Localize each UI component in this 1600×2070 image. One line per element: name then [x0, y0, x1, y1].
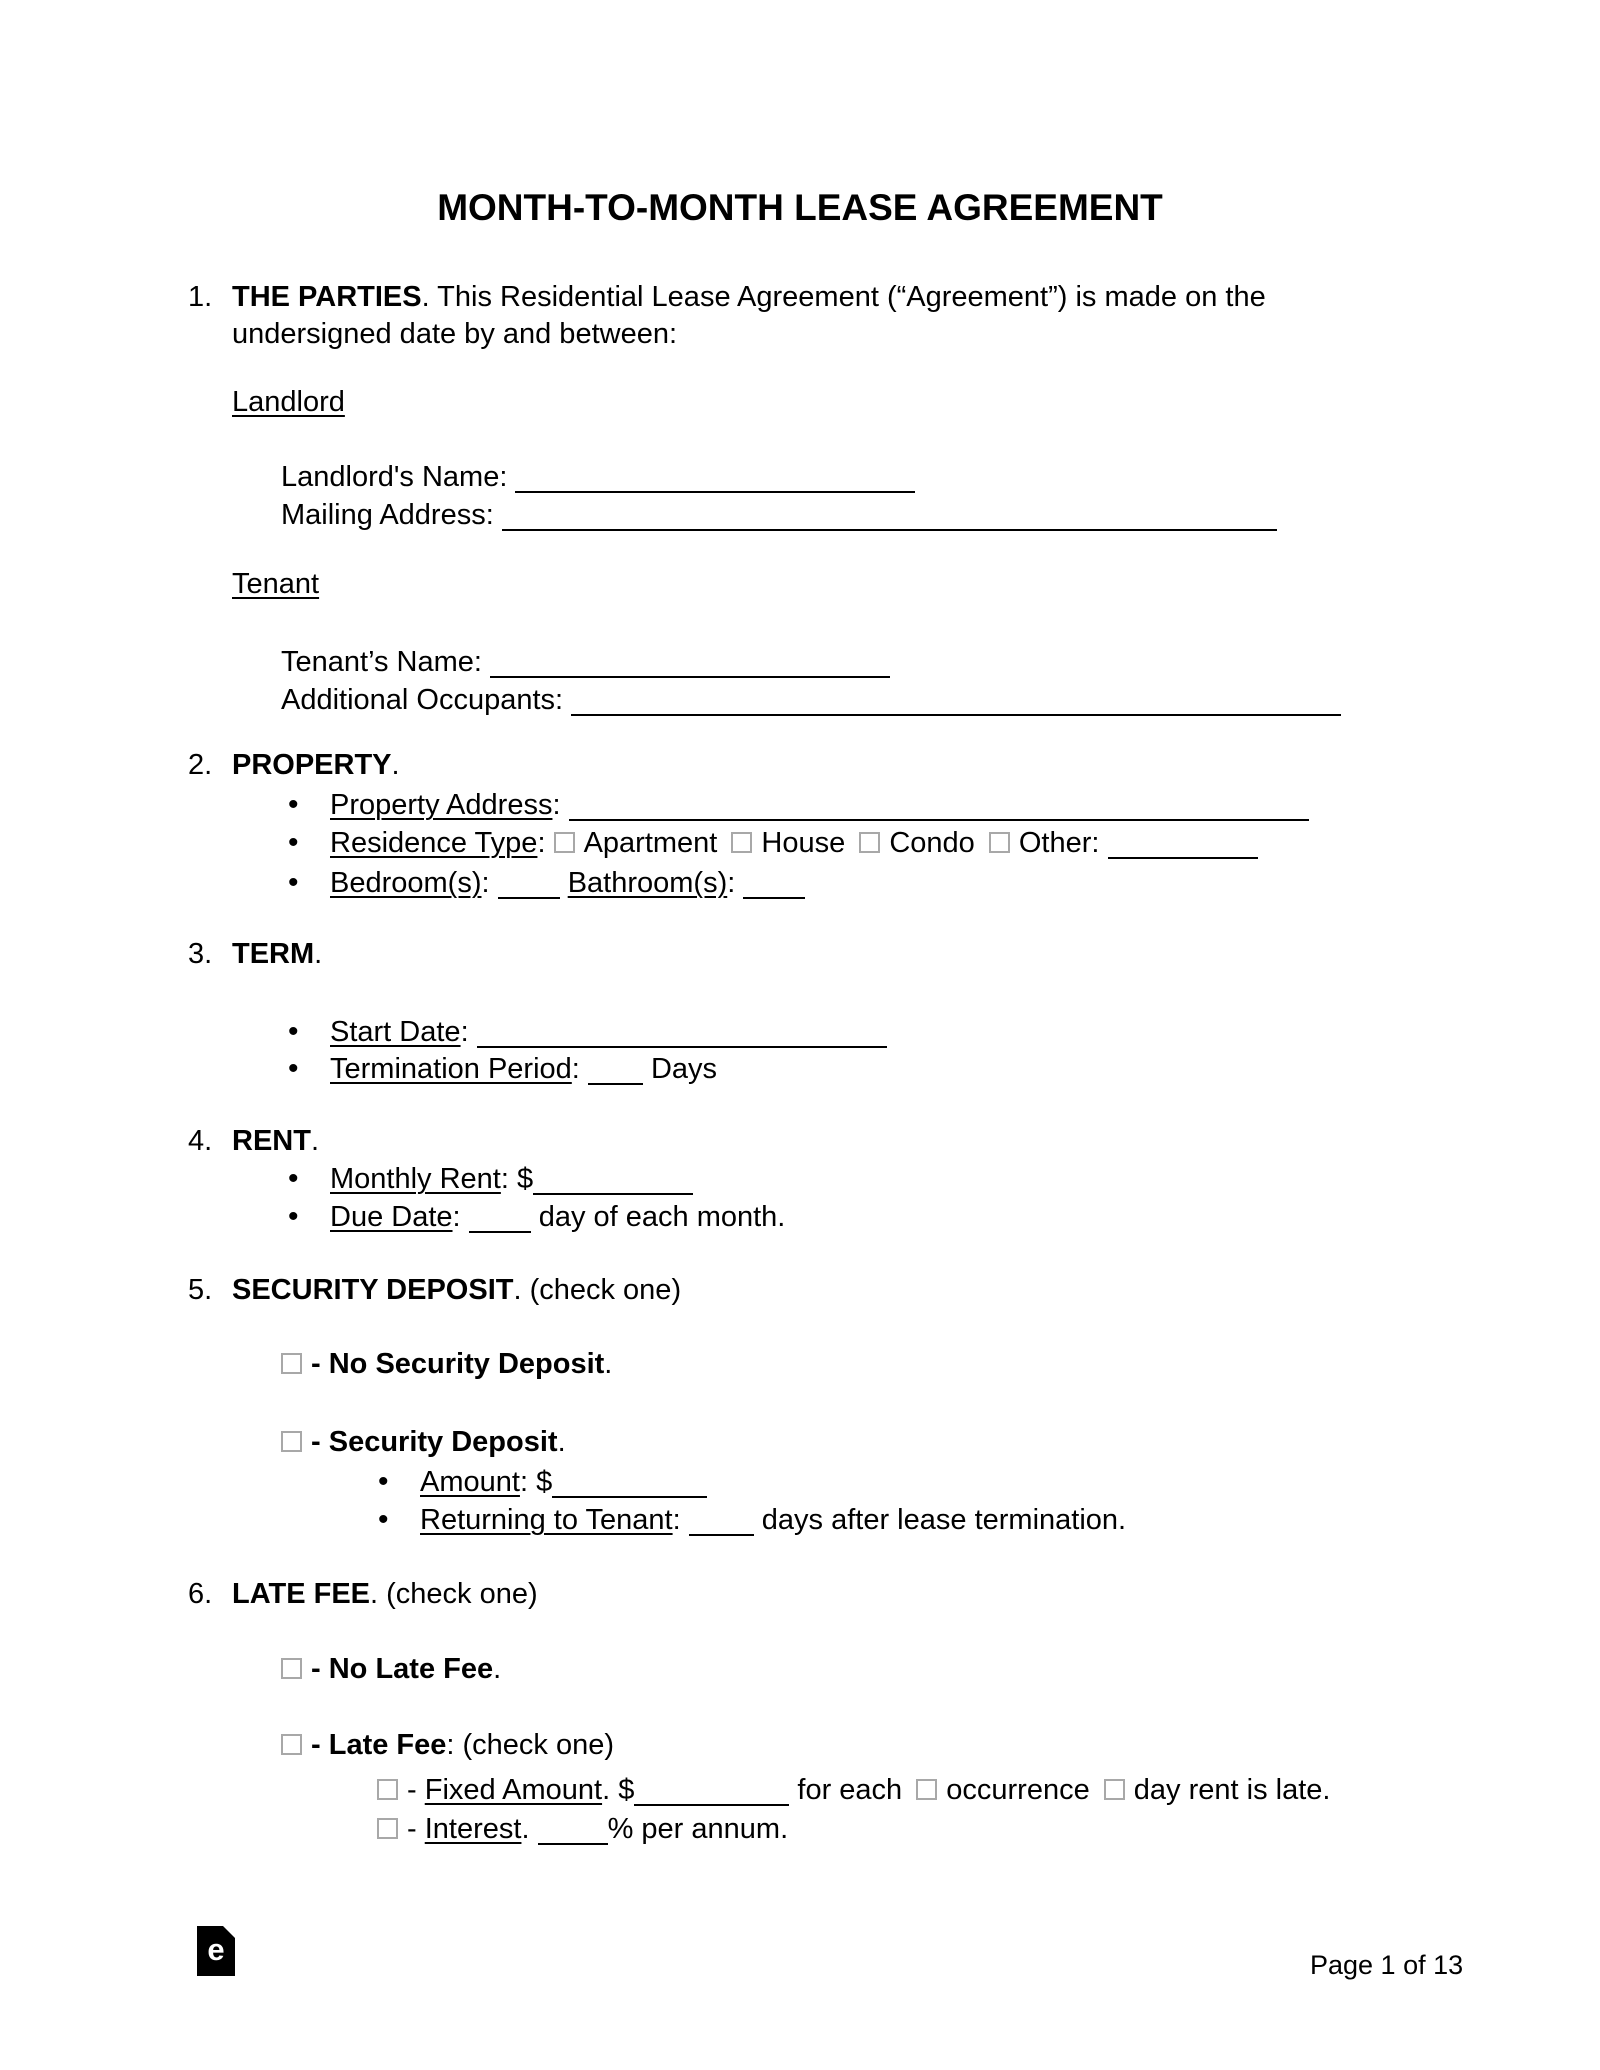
additional-occupants-row	[281, 681, 1341, 719]
property-address-row	[330, 786, 1309, 824]
section-heading-text: TERM	[232, 938, 315, 970]
option-other-label: Other:	[1018, 827, 1100, 859]
no-late-fee-option	[281, 1650, 501, 1688]
period: .	[602, 1774, 611, 1806]
section-term-heading	[188, 935, 323, 973]
checkbox-late-fee[interactable]	[281, 1734, 302, 1755]
start-date-label: Start Date	[330, 1016, 461, 1048]
property-address-label: Property Address	[330, 789, 553, 821]
tenant-name-blank[interactable]	[490, 643, 890, 678]
interest-blank[interactable]	[538, 1810, 608, 1845]
section-heading-text: RENT	[232, 1125, 311, 1157]
colon: :	[672, 1504, 681, 1536]
tenant-subheading-text: Tenant	[232, 568, 320, 600]
dash: -	[311, 1653, 321, 1685]
eforms-logo	[197, 1926, 235, 1976]
start-date-blank[interactable]	[477, 1013, 887, 1048]
checkbox-no-security-deposit[interactable]	[281, 1353, 302, 1374]
due-date-label: Due Date	[330, 1201, 453, 1233]
deposit-amount-blank[interactable]	[552, 1463, 707, 1498]
additional-occupants-blank[interactable]	[571, 681, 1341, 716]
period: .	[493, 1653, 502, 1685]
landlord-subheading	[232, 383, 345, 421]
late-fee-option	[281, 1726, 614, 1764]
section-parties-heading	[188, 278, 1266, 316]
mailing-address-blank[interactable]	[502, 496, 1277, 531]
checkbox-interest[interactable]	[377, 1818, 398, 1839]
monthly-rent-row	[330, 1160, 693, 1198]
section-security-deposit-heading	[188, 1271, 682, 1309]
colon: :	[500, 1163, 509, 1195]
checkbox-condo[interactable]	[859, 832, 880, 853]
returning-days-blank[interactable]	[689, 1501, 754, 1536]
dash: -	[311, 1426, 321, 1458]
dash: -	[311, 1729, 321, 1761]
eforms-logo-letter: e	[207, 1932, 225, 1967]
bedrooms-label: Bedroom(s)	[330, 867, 482, 899]
colon: :	[552, 789, 561, 821]
monthly-rent-blank[interactable]	[533, 1160, 693, 1195]
section-late-fee-heading	[188, 1575, 538, 1613]
option-house-label: House	[761, 827, 846, 859]
heading-suffix: .	[391, 749, 400, 781]
period: .	[604, 1348, 613, 1380]
section-number: 6.	[188, 1578, 213, 1610]
bedrooms-blank[interactable]	[498, 864, 560, 899]
tenant-name-label: Tenant’s Name:	[281, 646, 482, 678]
section-heading-text: THE PARTIES	[232, 281, 422, 313]
bathrooms-label: Bathroom(s)	[567, 867, 728, 899]
checkbox-security-deposit[interactable]	[281, 1431, 302, 1452]
no-security-deposit-label: No Security Deposit	[328, 1348, 605, 1380]
tenant-subheading	[232, 565, 319, 603]
fixed-amount-blank[interactable]	[634, 1771, 789, 1806]
colon: :	[571, 1053, 580, 1085]
section-heading-text: PROPERTY	[232, 749, 392, 781]
section-property-heading	[188, 746, 400, 784]
section-rent-heading	[188, 1122, 320, 1160]
dollar-sign: $	[618, 1774, 635, 1806]
section-number: 3.	[188, 938, 213, 970]
page-title: MONTH-TO-MONTH LEASE AGREEMENT	[437, 187, 1163, 228]
returning-to-tenant-label: Returning to Tenant	[420, 1504, 673, 1536]
monthly-rent-label: Monthly Rent	[330, 1163, 501, 1195]
mailing-address-row	[281, 496, 1277, 534]
interest-label: Interest	[424, 1813, 522, 1845]
checkbox-day[interactable]	[1104, 1779, 1125, 1800]
returning-suffix-text: days after lease termination.	[761, 1504, 1127, 1536]
section-number: 2.	[188, 749, 213, 781]
colon: :	[519, 1466, 529, 1498]
landlord-name-label: Landlord's Name:	[281, 461, 508, 493]
intro-line2-text: undersigned date by and between:	[232, 318, 678, 350]
property-address-blank[interactable]	[569, 786, 1309, 821]
checkbox-apartment[interactable]	[554, 832, 575, 853]
checkbox-other[interactable]	[989, 832, 1010, 853]
section-intro-line1: . This Residential Lease Agreement (“Agreement”) is made on the	[421, 281, 1266, 313]
dash: -	[407, 1774, 417, 1806]
interest-row	[377, 1810, 788, 1848]
dash: -	[407, 1813, 417, 1845]
landlord-name-row	[281, 458, 915, 496]
bedrooms-row	[330, 864, 805, 902]
dollar-sign: $	[516, 1163, 534, 1195]
termination-period-label: Termination Period	[330, 1053, 572, 1085]
section-number: 4.	[188, 1125, 213, 1157]
start-date-row	[330, 1013, 887, 1051]
fixed-amount-row	[377, 1771, 1330, 1809]
due-date-blank[interactable]	[469, 1198, 531, 1233]
checkbox-no-late-fee[interactable]	[281, 1658, 302, 1679]
section-heading-text: SECURITY DEPOSIT	[232, 1274, 514, 1306]
heading-suffix: .	[310, 1125, 320, 1157]
for-each-text: for each	[797, 1774, 903, 1806]
fixed-amount-label: Fixed Amount	[424, 1774, 603, 1806]
option-condo-label: Condo	[889, 827, 975, 859]
day-rent-late-label: day rent is late.	[1133, 1774, 1331, 1806]
page-number-label: Page 1 of 13	[1310, 1950, 1464, 1980]
colon: :	[452, 1201, 461, 1233]
section-heading-text: LATE FEE	[232, 1578, 371, 1610]
dash: -	[311, 1348, 321, 1380]
checkbox-fixed-amount[interactable]	[377, 1779, 398, 1800]
due-date-row	[330, 1198, 785, 1236]
no-security-deposit-option	[281, 1345, 612, 1383]
heading-suffix: . (check one)	[370, 1578, 538, 1610]
dollar-sign: $	[536, 1466, 553, 1498]
deposit-amount-row	[420, 1463, 707, 1501]
mailing-address-label: Mailing Address:	[281, 499, 494, 531]
option-apartment-label: Apartment	[583, 827, 718, 859]
no-late-fee-label: No Late Fee	[328, 1653, 494, 1685]
section-intro-line2	[232, 315, 677, 353]
deposit-amount-label: Amount	[420, 1466, 520, 1498]
termination-period-blank[interactable]	[588, 1050, 643, 1085]
checkbox-occurrence[interactable]	[916, 1779, 937, 1800]
termination-days-text: Days	[650, 1053, 718, 1085]
landlord-name-blank[interactable]	[515, 458, 915, 493]
returning-to-tenant-row	[420, 1501, 1126, 1539]
per-annum-text: % per annum.	[607, 1813, 789, 1845]
period: .	[521, 1813, 530, 1845]
section-number: 5.	[188, 1274, 213, 1306]
colon: :	[727, 867, 736, 899]
additional-occupants-label: Additional Occupants:	[281, 684, 564, 716]
heading-suffix: .	[314, 938, 323, 970]
due-date-suffix-text: day of each month.	[538, 1201, 786, 1233]
section-number: 1.	[188, 281, 213, 313]
residence-type-row	[330, 824, 1258, 862]
late-fee-suffix: : (check one)	[446, 1729, 615, 1761]
tenant-name-row	[281, 643, 890, 681]
late-fee-label: Late Fee	[328, 1729, 447, 1761]
termination-period-row	[330, 1050, 717, 1088]
checkbox-house[interactable]	[731, 832, 752, 853]
colon: :	[460, 1016, 469, 1048]
residence-type-label: Residence Type	[330, 827, 538, 859]
period: .	[557, 1426, 566, 1458]
security-deposit-label: Security Deposit	[328, 1426, 558, 1458]
occurrence-label: occurrence	[946, 1774, 1090, 1806]
bathrooms-blank[interactable]	[743, 864, 805, 899]
heading-suffix: . (check one)	[513, 1274, 682, 1306]
colon: :	[481, 867, 490, 899]
colon: :	[537, 827, 546, 859]
residence-other-blank[interactable]	[1108, 824, 1258, 859]
landlord-subheading-text: Landlord	[232, 386, 345, 418]
security-deposit-option	[281, 1423, 566, 1461]
